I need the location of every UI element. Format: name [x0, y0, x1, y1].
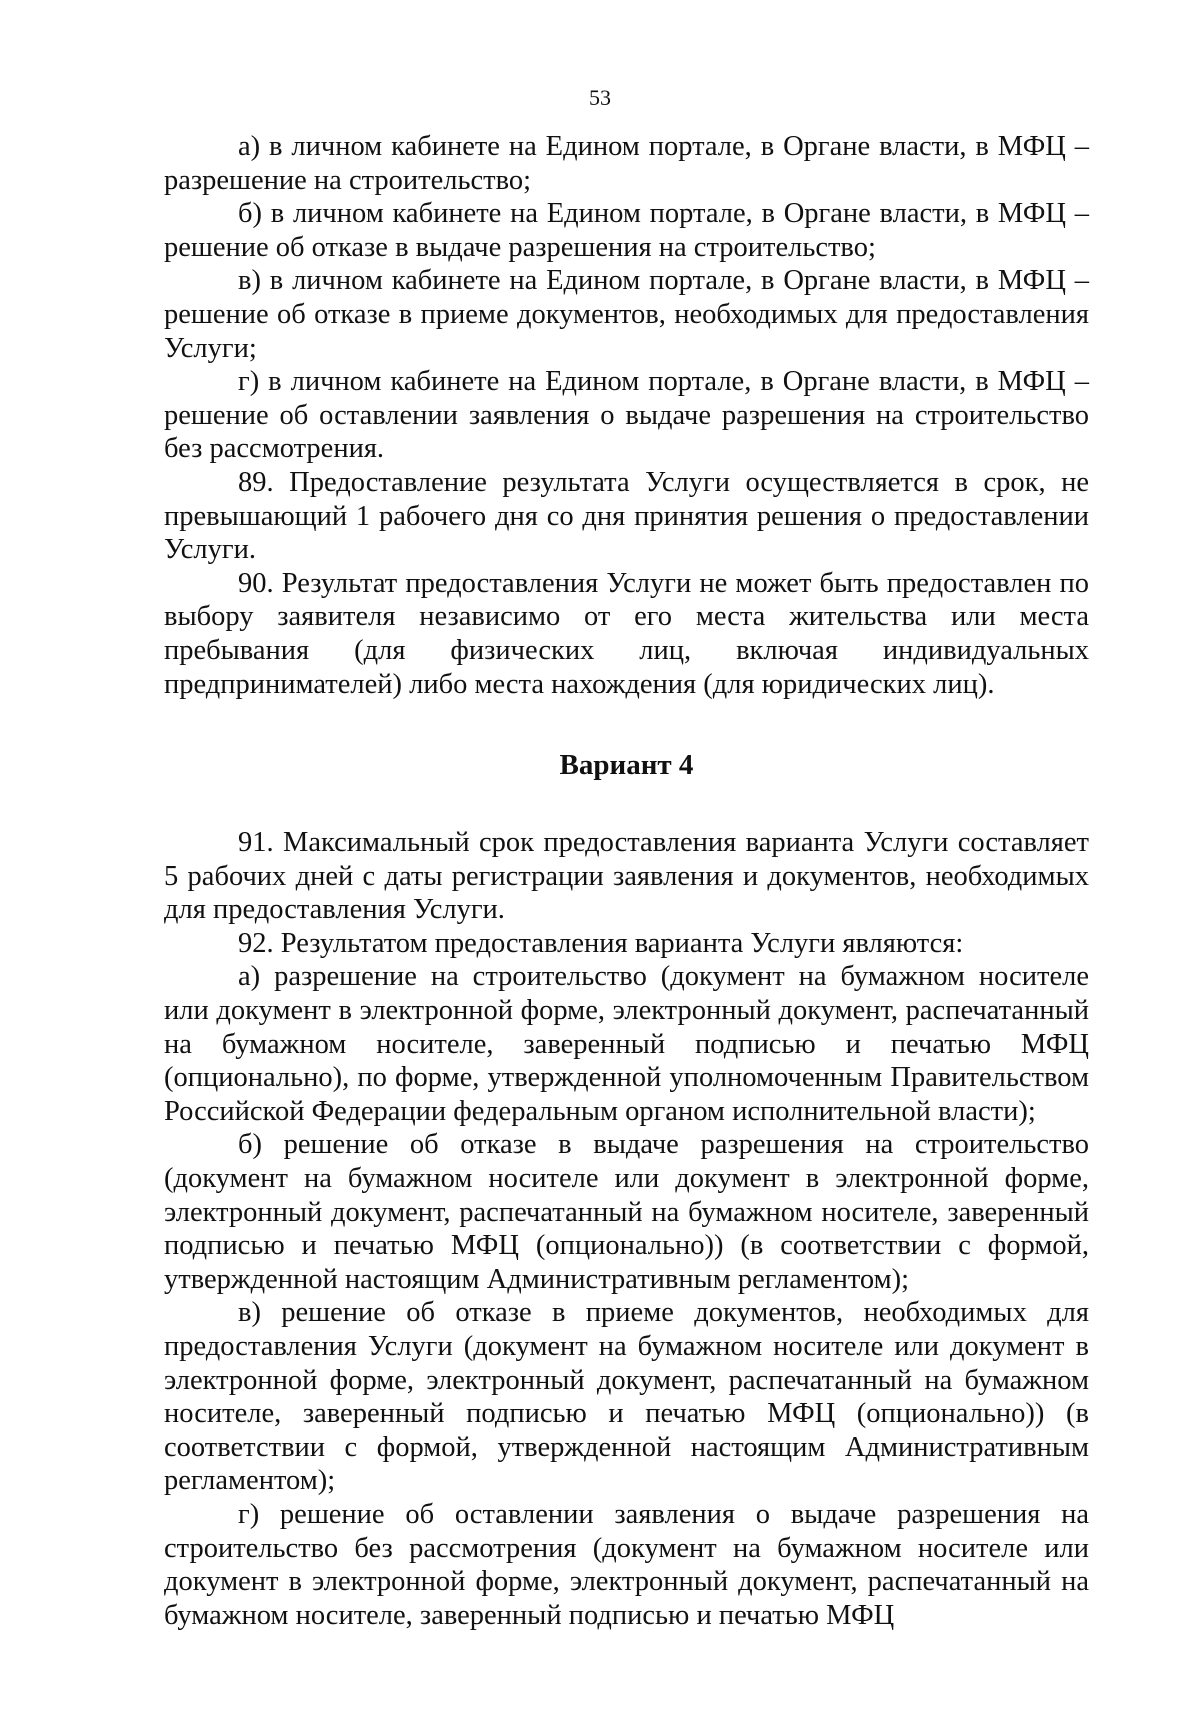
paragraph-89: 89. Предоставление результата Услуги осуществляется в срок, не превышающий 1 рабочего дня со дня принятия решения о предоставлении Услуги. — [164, 466, 1089, 566]
paragraph-92-v: в) решение об отказе в приеме документов, необходимых для предоставления Услуги (документ на бумажном носителе или документ в электронной форме, электронный документ, распечатанный на бумажном носителе, заверенный подписью и печатью МФЦ (опционально)) (в соответствии с формой, утвержденной настоящим Административным регламентом); — [164, 1297, 1089, 1497]
paragraph-92-b: б) решение об отказе в выдаче разрешения на строительство (документ на бумажном носителе или документ в электронной форме, электронный документ, распечатанный на бумажном носителе, заверенный подписью и печатью МФЦ (опционально)) (в соответствии с формой, утвержденной настоящим Административным регламентом); — [164, 1129, 1089, 1295]
paragraph-result-g: г) в личном кабинете на Едином портале, в Органе власти, в МФЦ – решение об оставлении заявления о выдаче разрешения на строительство без рассмотрения. — [164, 366, 1089, 465]
paragraph-92-g: г) решение об оставлении заявления о выдаче разрешения на строительство без рассмотрения (документ на бумажном носителе или документ в электронной форме, электронный документ, распечатанный на бумажном носителе, заверенный подписью и печатью МФЦ — [164, 1498, 1089, 1631]
section-heading: Вариант 4 — [559, 749, 694, 782]
paragraph-92-a: а) разрешение на строительство (документ на бумажном носителе или документ в электронной форме, электронный документ, распечатанный на бумажном носителе, заверенный подписью и печатью МФЦ (опционально), по форме, утвержденной уполномоченным Правительством Российской Федерации федеральным органом исполнительной власти); — [164, 961, 1089, 1127]
paragraph-result-b: б) в личном кабинете на Едином портале, в Органе власти, в МФЦ – решение об отказе в выдаче разрешения на строительство; — [164, 198, 1089, 263]
page-number: 53 — [589, 85, 611, 110]
document-body — [164, 130, 1089, 1632]
paragraph-92: 92. Результатом предоставления варианта Услуги являются: — [238, 927, 964, 959]
paragraph-result-a: а) в личном кабинете на Едином портале, в Органе власти, в МФЦ – разрешение на строительство; — [164, 131, 1089, 196]
paragraph-result-v: в) в личном кабинете на Едином портале, в Органе власти, в МФЦ – решение об отказе в приеме документов, необходимых для предоставления Услуги; — [164, 265, 1089, 364]
paragraph-90: 90. Результат предоставления Услуги не может быть предоставлен по выбору заявителя независимо от его места жительства или места пребывания (для физических лиц, включая индивидуальных предпринимателей) либо места нахождения (для юридических лиц). — [164, 567, 1089, 700]
paragraph-91: 91. Максимальный срок предоставления варианта Услуги составляет 5 рабочих дней с даты регистрации заявления и документов, необходимых для предоставления Услуги. — [164, 827, 1089, 926]
